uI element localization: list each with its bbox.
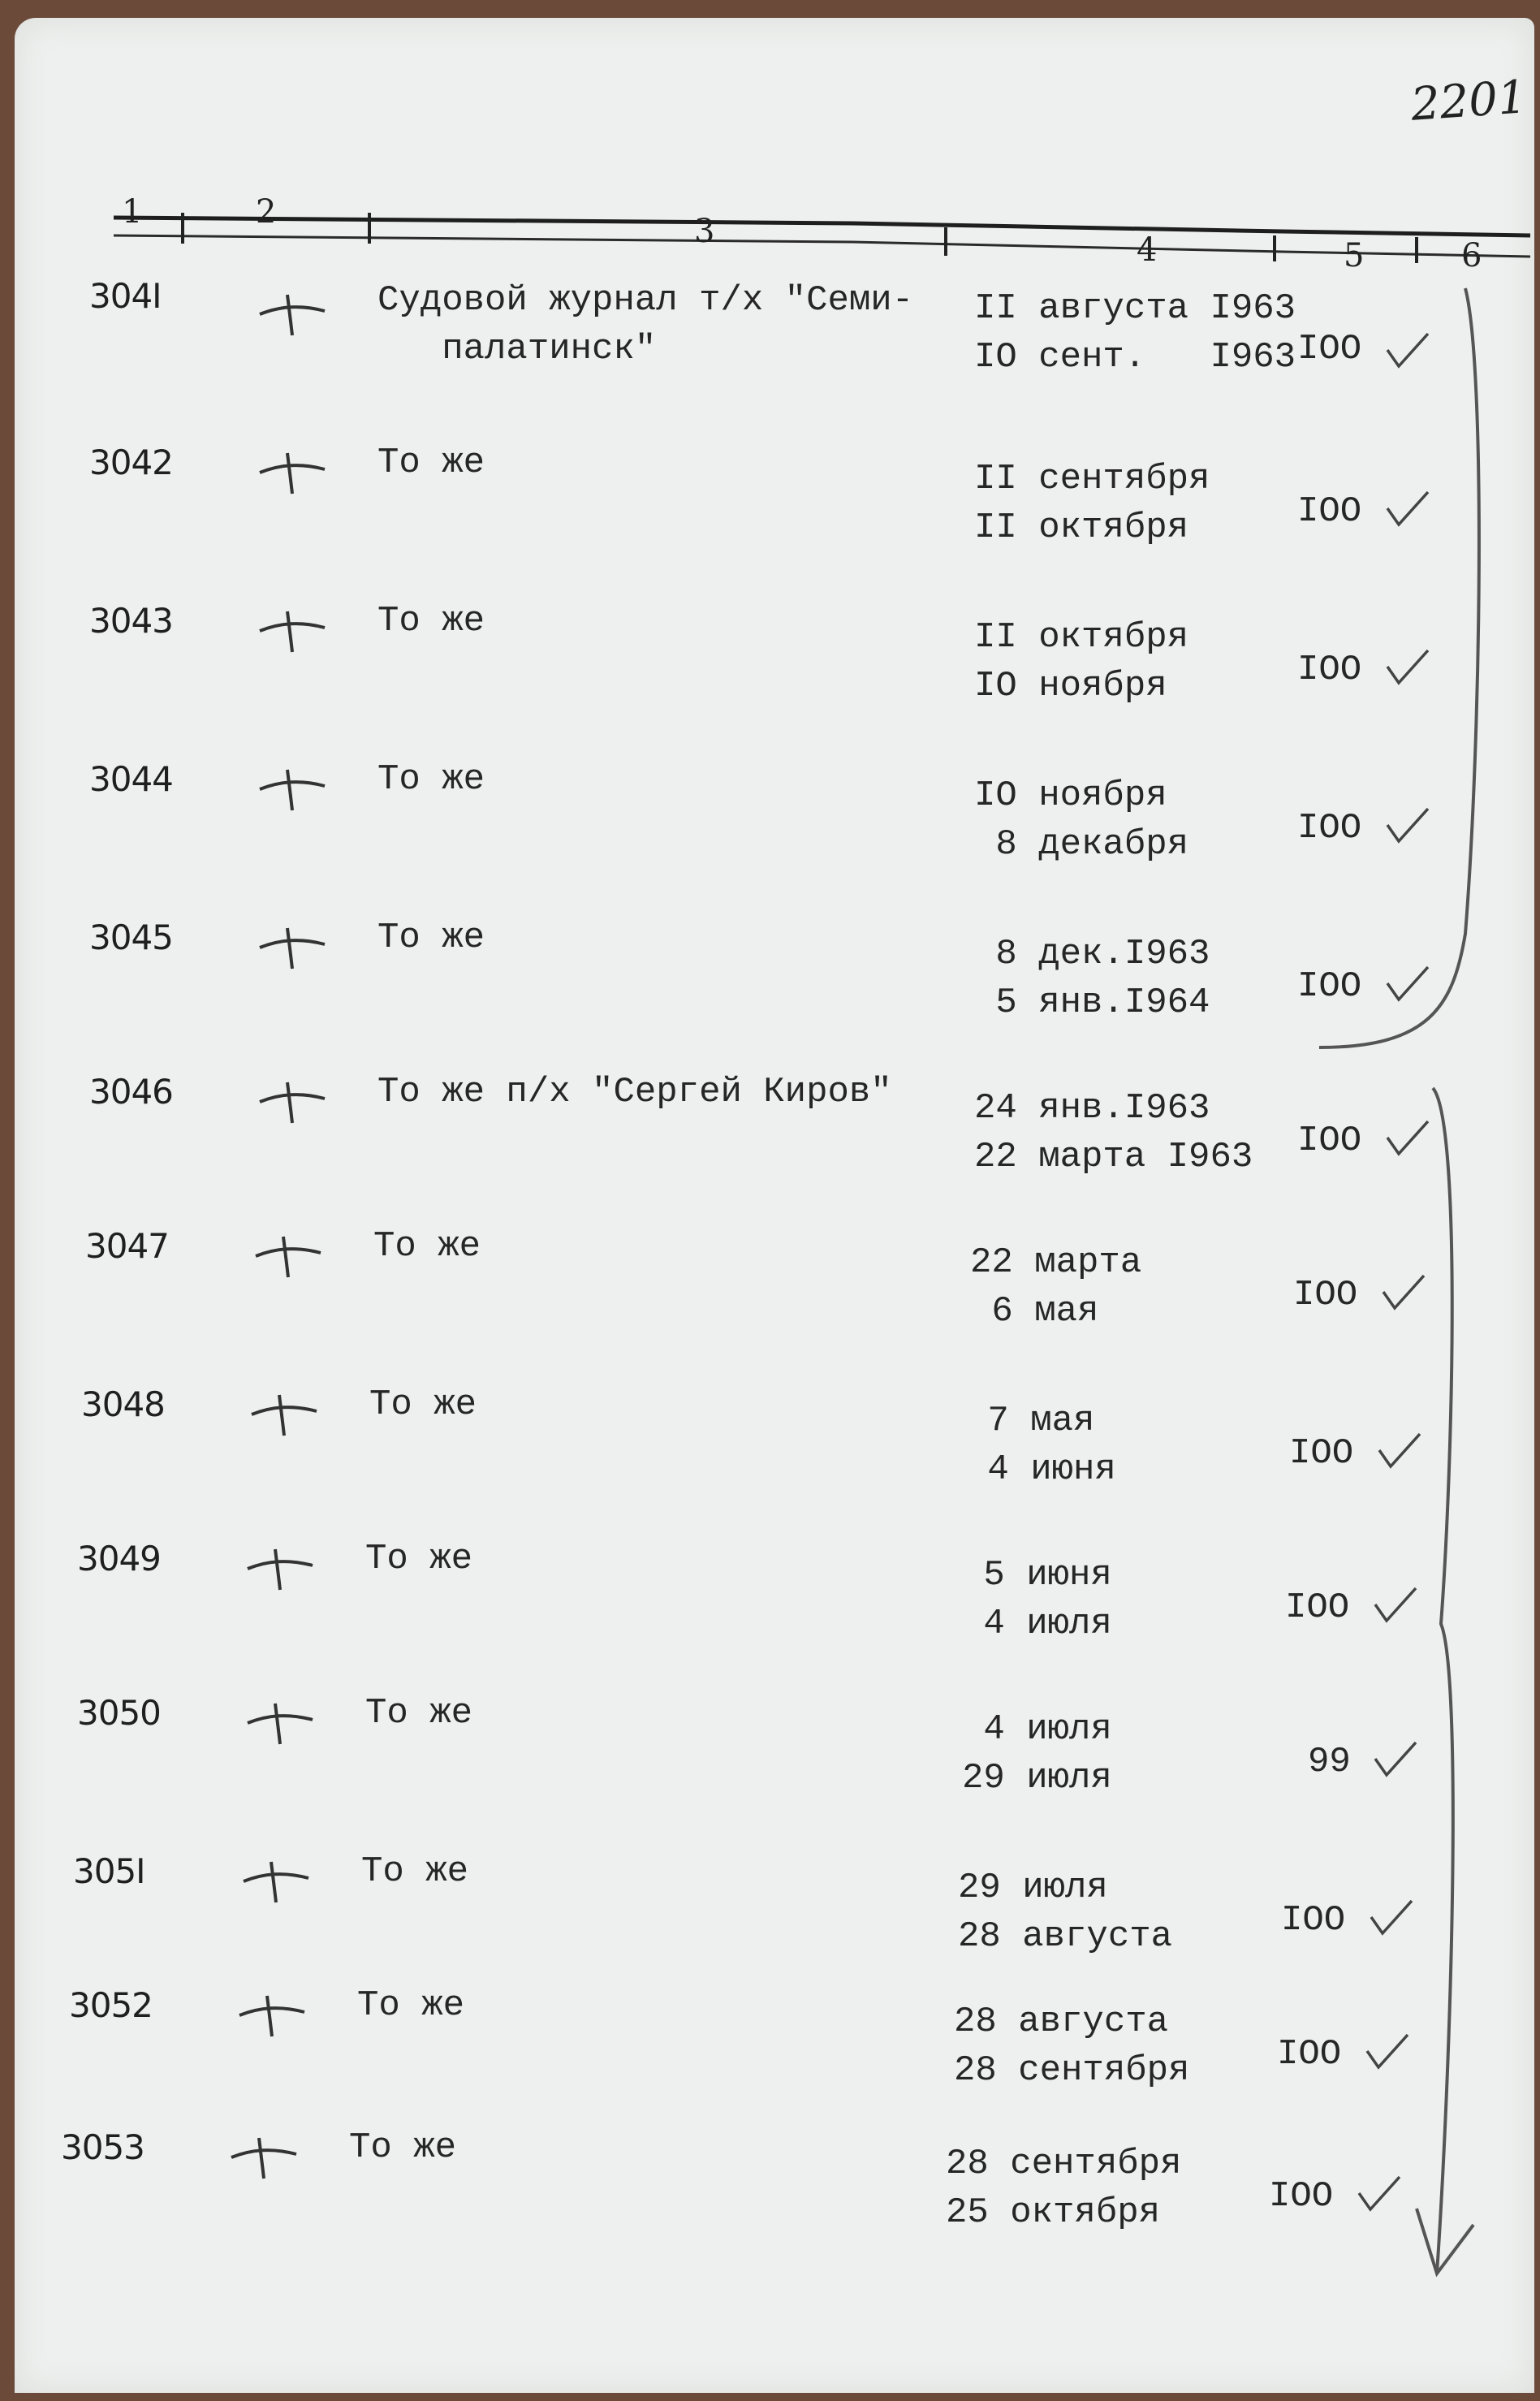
document-title: Судовой журнал т/х "Семи- палатинск" [377,280,914,369]
pencil-cross-mark [239,1697,321,1746]
date-from: II октября [974,617,1189,658]
date-to: II октября [974,507,1189,548]
sheet-count: IOO [1297,1121,1362,1161]
sheet-count: IOO [1297,808,1362,849]
sheet-count: 99 [1308,1742,1351,1782]
col-header-6: 6 [1461,237,1482,274]
checkmark-icon [1380,1272,1429,1313]
document-title: То же [377,918,485,958]
item-number: 3048 [81,1384,165,1424]
date-from: IO ноября [974,775,1167,816]
date-from: 22 марта [970,1242,1142,1283]
sheet-count: IOO [1293,1275,1358,1315]
date-from: 7 мая [966,1401,1095,1441]
document-title: То же [369,1384,477,1425]
table-row [0,755,1540,909]
table-row [0,1068,1540,1222]
date-to: 8 декабря [974,824,1189,865]
item-number: 3053 [61,2127,145,2167]
item-number: 3049 [77,1539,161,1578]
sheet-count: IOO [1285,1587,1350,1628]
pencil-cross-mark [248,1230,329,1279]
checkmark-icon [1384,805,1433,846]
item-number: 3052 [69,1985,153,2025]
checkmark-icon [1384,964,1433,1004]
document-title: То же [357,1985,465,2026]
page-number: 2201 [1408,71,1529,132]
document-title: То же [365,1693,473,1734]
date-to: 5 янв.I964 [974,982,1210,1023]
col-header-4: 4 [1137,231,1158,269]
table-row [0,1981,1540,2135]
item-number: 3042 [89,443,173,482]
date-from: 29 июля [958,1868,1108,1908]
document-title: То же [373,1226,481,1267]
date-from: II августа I963 [974,288,1296,329]
item-number: 3043 [89,601,173,641]
date-to: 6 мая [970,1291,1099,1332]
date-from: 28 августа [954,2002,1169,2042]
table-row [0,2123,1540,2278]
date-to: 22 марта I963 [974,1137,1253,1177]
table-row [0,597,1540,751]
item-number: 3050 [77,1693,161,1733]
sheet-count: IOO [1297,491,1362,532]
col-header-3: 3 [694,213,715,250]
sheet-count: IOO [1269,2176,1334,2217]
table-row [0,1535,1540,1689]
date-to: 29 июля [962,1758,1112,1799]
date-from: II сентября [974,459,1210,499]
document-title: То же [377,759,485,800]
checkmark-icon [1376,1431,1425,1471]
checkmark-icon [1372,1739,1421,1780]
column-header-rule [0,0,1540,292]
sheet-count: IOO [1281,1900,1346,1941]
item-number: 3045 [89,918,173,957]
item-number: 3047 [85,1226,169,1266]
item-number: 3044 [89,759,173,799]
pencil-cross-mark [252,605,333,654]
date-to: 28 августа [958,1916,1173,1957]
checkmark-icon [1384,330,1433,371]
date-to: 4 июля [962,1604,1112,1644]
date-to: IO сент. I963 [974,337,1296,378]
document-title: То же [365,1539,473,1579]
date-to: IO ноября [974,666,1167,706]
date-from: 28 сентября [946,2144,1182,2184]
table-row [0,1847,1540,2002]
document-title: То же [377,601,485,641]
item-number: 3046 [89,1072,173,1112]
checkmark-icon [1356,2174,1404,2214]
table-row [0,1222,1540,1376]
table-row [0,438,1540,593]
table-row [0,1689,1540,1843]
checkmark-icon [1372,1585,1421,1626]
checkmark-icon [1384,647,1433,688]
table-row [0,276,1540,434]
pencil-cross-mark [244,1388,325,1437]
checkmark-icon [1384,489,1433,529]
item-number: 305I [73,1851,145,1891]
document-title: То же [349,2127,457,2168]
pencil-cross-mark [252,1076,333,1125]
item-number: 304I [89,276,162,316]
pencil-cross-mark [235,1855,317,1904]
checkmark-icon [1384,1118,1433,1159]
date-to: 25 октября [946,2192,1161,2233]
date-from: 8 дек.I963 [974,934,1210,974]
date-to: 4 июня [966,1449,1116,1490]
sheet-count: IOO [1289,1433,1354,1474]
table-row [0,913,1540,1068]
col-header-1: 1 [122,193,143,231]
col-header-5: 5 [1344,237,1365,274]
sheet-count: IOO [1297,966,1362,1007]
checkmark-icon [1368,1898,1417,1938]
date-from: 24 янв.I963 [974,1088,1210,1129]
date-to: 28 сентября [954,2050,1190,2091]
pencil-cross-mark [239,1543,321,1591]
pencil-cross-mark [223,2131,304,2180]
sheet-count: IOO [1297,329,1362,369]
date-from: 4 июля [962,1709,1112,1750]
checkmark-icon [1364,2032,1413,2072]
document-title: То же [377,443,485,483]
pencil-cross-mark [231,1989,313,2038]
pencil-cross-mark [252,447,333,495]
table-row [0,1380,1540,1535]
col-header-2: 2 [256,193,277,231]
date-from: 5 июня [962,1555,1112,1596]
pencil-cross-mark [252,288,333,337]
pencil-cross-mark [252,763,333,812]
document-title: То же п/х "Сергей Киров" [377,1072,892,1112]
document-title: То же [361,1851,469,1892]
pencil-cross-mark [252,922,333,970]
sheet-count: IOO [1277,2034,1342,2075]
sheet-count: IOO [1297,650,1362,690]
